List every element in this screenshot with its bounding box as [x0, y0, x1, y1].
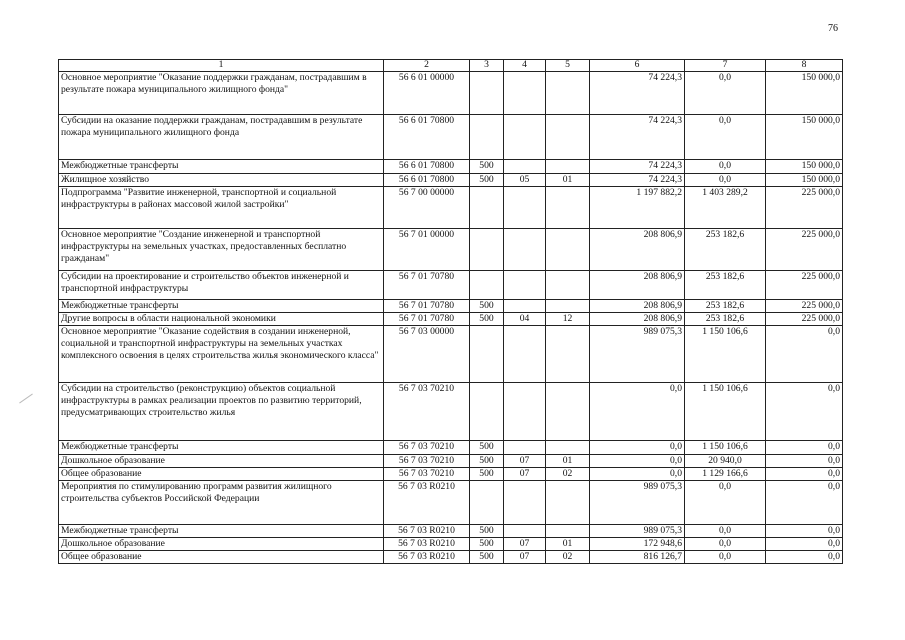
- row-code-cell: 56 7 03 R0210: [384, 538, 470, 551]
- row-name-cell: Подпрограмма "Развитие инженерной, транспортной и социальной инфраструктуры в районах массовой жилой застройки": [59, 187, 384, 229]
- table-row: [59, 300, 843, 313]
- table-row: [59, 313, 843, 326]
- row-subsection-cell: [546, 441, 590, 455]
- row-amount-8-cell: 0,0: [766, 538, 843, 551]
- column-header: 7: [685, 60, 766, 72]
- row-section-cell: 07: [504, 468, 546, 481]
- row-type-cell: 500: [470, 160, 504, 174]
- row-name-cell: Межбюджетные трансферты: [59, 300, 384, 313]
- row-name-cell: Другие вопросы в области национальной экономики: [59, 313, 384, 326]
- row-name-cell: Субсидии на строительство (реконструкцию) объектов социальной инфраструктуры в рамках реализации проектов по развитию территорий, предусматривающих строительство жилья: [59, 383, 384, 441]
- row-section-cell: [504, 115, 546, 160]
- row-code-cell: 56 7 01 70780: [384, 300, 470, 313]
- row-amount-8-cell: 0,0: [766, 326, 843, 383]
- row-type-cell: 500: [470, 551, 504, 564]
- row-amount-7-cell: 253 182,6: [685, 313, 766, 326]
- row-subsection-cell: [546, 383, 590, 441]
- row-amount-7-cell: 0,0: [685, 551, 766, 564]
- row-section-cell: [504, 72, 546, 115]
- row-subsection-cell: [546, 160, 590, 174]
- row-name-cell: Общее образование: [59, 551, 384, 564]
- row-subsection-cell: 12: [546, 313, 590, 326]
- column-header: 6: [590, 60, 685, 72]
- row-amount-7-cell: 20 940,0: [685, 455, 766, 468]
- row-amount-6-cell: 0,0: [590, 383, 685, 441]
- row-amount-8-cell: 0,0: [766, 441, 843, 455]
- row-subsection-cell: [546, 271, 590, 300]
- row-amount-6-cell: 74 224,3: [590, 174, 685, 187]
- row-code-cell: 56 7 03 00000: [384, 326, 470, 383]
- row-type-cell: 500: [470, 313, 504, 326]
- row-amount-7-cell: 1 150 106,6: [685, 383, 766, 441]
- row-code-cell: 56 7 01 00000: [384, 229, 470, 271]
- row-name-cell: Мероприятия по стимулированию программ развития жилищного строительства субъектов Российской Федерации: [59, 481, 384, 525]
- row-type-cell: 500: [470, 468, 504, 481]
- table-row: [59, 187, 843, 229]
- table-row: [59, 326, 843, 383]
- row-amount-8-cell: 150 000,0: [766, 115, 843, 160]
- row-code-cell: 56 6 01 70800: [384, 160, 470, 174]
- row-type-cell: [470, 326, 504, 383]
- row-amount-6-cell: 208 806,9: [590, 300, 685, 313]
- row-type-cell: [470, 481, 504, 525]
- row-amount-6-cell: 0,0: [590, 455, 685, 468]
- table-row: [59, 441, 843, 455]
- row-amount-6-cell: 989 075,3: [590, 525, 685, 538]
- row-code-cell: 56 7 03 70210: [384, 383, 470, 441]
- table-row: [59, 160, 843, 174]
- row-name-cell: Основное мероприятие "Создание инженерной и транспортной инфраструктуры на земельных участках, предоставленных бесплатно гражданам": [59, 229, 384, 271]
- page-number: 76: [828, 23, 838, 34]
- row-section-cell: [504, 160, 546, 174]
- table-row: [59, 115, 843, 160]
- row-subsection-cell: [546, 115, 590, 160]
- row-section-cell: [504, 187, 546, 229]
- row-amount-7-cell: 0,0: [685, 160, 766, 174]
- row-name-cell: Общее образование: [59, 468, 384, 481]
- row-amount-7-cell: 1 150 106,6: [685, 441, 766, 455]
- row-amount-8-cell: 150 000,0: [766, 160, 843, 174]
- row-section-cell: 05: [504, 174, 546, 187]
- row-name-cell: Межбюджетные трансферты: [59, 160, 384, 174]
- column-header: 8: [766, 60, 843, 72]
- row-code-cell: 56 7 03 70210: [384, 441, 470, 455]
- row-type-cell: [470, 383, 504, 441]
- row-amount-8-cell: 0,0: [766, 468, 843, 481]
- row-amount-8-cell: 150 000,0: [766, 72, 843, 115]
- row-name-cell: Жилищное хозяйство: [59, 174, 384, 187]
- row-amount-8-cell: 0,0: [766, 525, 843, 538]
- row-section-cell: 07: [504, 551, 546, 564]
- row-name-cell: Межбюджетные трансферты: [59, 525, 384, 538]
- table-row: [59, 538, 843, 551]
- row-subsection-cell: [546, 525, 590, 538]
- row-amount-6-cell: 208 806,9: [590, 271, 685, 300]
- row-amount-6-cell: 989 075,3: [590, 326, 685, 383]
- row-amount-6-cell: 0,0: [590, 441, 685, 455]
- row-amount-7-cell: 0,0: [685, 115, 766, 160]
- row-amount-7-cell: 1 403 289,2: [685, 187, 766, 229]
- row-amount-8-cell: 0,0: [766, 551, 843, 564]
- scan-mark: [19, 394, 33, 404]
- row-amount-7-cell: 253 182,6: [685, 300, 766, 313]
- row-section-cell: [504, 481, 546, 525]
- row-type-cell: 500: [470, 441, 504, 455]
- row-section-cell: [504, 383, 546, 441]
- row-name-cell: Субсидии на оказание поддержки гражданам, пострадавшим в результате пожара муниципального жилищного фонда: [59, 115, 384, 160]
- row-type-cell: 500: [470, 525, 504, 538]
- row-amount-7-cell: 0,0: [685, 72, 766, 115]
- row-name-cell: Дошкольное образование: [59, 538, 384, 551]
- row-section-cell: 07: [504, 455, 546, 468]
- row-amount-8-cell: 0,0: [766, 455, 843, 468]
- row-type-cell: [470, 229, 504, 271]
- row-name-cell: Дошкольное образование: [59, 455, 384, 468]
- row-type-cell: [470, 187, 504, 229]
- table-row: [59, 551, 843, 564]
- column-header: 2: [384, 60, 470, 72]
- column-header: 1: [59, 60, 384, 72]
- table-row: [59, 229, 843, 271]
- table-row: [59, 481, 843, 525]
- row-section-cell: [504, 441, 546, 455]
- row-code-cell: 56 7 01 70780: [384, 271, 470, 300]
- row-subsection-cell: [546, 187, 590, 229]
- row-amount-7-cell: 1 150 106,6: [685, 326, 766, 383]
- row-subsection-cell: 01: [546, 455, 590, 468]
- row-name-cell: Основное мероприятие "Оказание поддержки гражданам, пострадавшим в результате пожара муниципального жилищного фонда": [59, 72, 384, 115]
- row-amount-6-cell: 1 197 882,2: [590, 187, 685, 229]
- table-row: [59, 525, 843, 538]
- row-amount-6-cell: 208 806,9: [590, 313, 685, 326]
- row-amount-7-cell: 0,0: [685, 538, 766, 551]
- row-amount-6-cell: 208 806,9: [590, 229, 685, 271]
- row-amount-7-cell: 1 129 166,6: [685, 468, 766, 481]
- row-amount-6-cell: 74 224,3: [590, 115, 685, 160]
- row-amount-6-cell: 74 224,3: [590, 72, 685, 115]
- row-name-cell: Субсидии на проектирование и строительство объектов инженерной и транспортной инфраструктуры: [59, 271, 384, 300]
- row-amount-7-cell: 0,0: [685, 481, 766, 525]
- row-amount-8-cell: 225 000,0: [766, 300, 843, 313]
- row-amount-7-cell: 253 182,6: [685, 229, 766, 271]
- row-section-cell: [504, 229, 546, 271]
- row-subsection-cell: 01: [546, 174, 590, 187]
- row-section-cell: [504, 326, 546, 383]
- column-header: 4: [504, 60, 546, 72]
- row-name-cell: Основное мероприятие "Оказание содействия в создании инженерной, социальной и транспортной инфраструктуры на земельных участках комплексного освоения в целях строительства жилья экономического класса": [59, 326, 384, 383]
- row-amount-6-cell: 74 224,3: [590, 160, 685, 174]
- row-code-cell: 56 7 03 R0210: [384, 525, 470, 538]
- row-subsection-cell: [546, 72, 590, 115]
- row-section-cell: [504, 271, 546, 300]
- row-amount-8-cell: 225 000,0: [766, 229, 843, 271]
- budget-table: [58, 59, 843, 564]
- row-amount-6-cell: 989 075,3: [590, 481, 685, 525]
- row-amount-8-cell: 225 000,0: [766, 187, 843, 229]
- table-row: [59, 383, 843, 441]
- row-amount-7-cell: 0,0: [685, 525, 766, 538]
- row-code-cell: 56 6 01 00000: [384, 72, 470, 115]
- row-code-cell: 56 7 03 R0210: [384, 481, 470, 525]
- table-row: [59, 271, 843, 300]
- row-amount-6-cell: 816 126,7: [590, 551, 685, 564]
- row-section-cell: 07: [504, 538, 546, 551]
- row-type-cell: [470, 72, 504, 115]
- row-section-cell: [504, 300, 546, 313]
- row-code-cell: 56 7 03 70210: [384, 468, 470, 481]
- table-row: [59, 455, 843, 468]
- column-header: 3: [470, 60, 504, 72]
- row-subsection-cell: [546, 326, 590, 383]
- row-section-cell: [504, 525, 546, 538]
- row-amount-7-cell: 0,0: [685, 174, 766, 187]
- table-row: [59, 174, 843, 187]
- row-amount-8-cell: 225 000,0: [766, 271, 843, 300]
- table-row: [59, 72, 843, 115]
- row-subsection-cell: 02: [546, 551, 590, 564]
- row-name-cell: Межбюджетные трансферты: [59, 441, 384, 455]
- row-amount-8-cell: 0,0: [766, 481, 843, 525]
- row-type-cell: 500: [470, 174, 504, 187]
- row-code-cell: 56 7 01 70780: [384, 313, 470, 326]
- row-type-cell: [470, 115, 504, 160]
- table-header-row: [59, 60, 843, 72]
- row-subsection-cell: 02: [546, 468, 590, 481]
- row-code-cell: 56 6 01 70800: [384, 115, 470, 160]
- row-subsection-cell: [546, 229, 590, 271]
- row-subsection-cell: [546, 481, 590, 525]
- row-section-cell: 04: [504, 313, 546, 326]
- row-type-cell: 500: [470, 538, 504, 551]
- row-code-cell: 56 7 03 70210: [384, 455, 470, 468]
- row-type-cell: 500: [470, 455, 504, 468]
- row-amount-8-cell: 0,0: [766, 383, 843, 441]
- row-code-cell: 56 7 03 R0210: [384, 551, 470, 564]
- row-subsection-cell: 01: [546, 538, 590, 551]
- row-amount-6-cell: 0,0: [590, 468, 685, 481]
- row-type-cell: 500: [470, 300, 504, 313]
- row-amount-8-cell: 225 000,0: [766, 313, 843, 326]
- column-header: 5: [546, 60, 590, 72]
- row-amount-8-cell: 150 000,0: [766, 174, 843, 187]
- row-subsection-cell: [546, 300, 590, 313]
- row-code-cell: 56 7 00 00000: [384, 187, 470, 229]
- row-type-cell: [470, 271, 504, 300]
- row-amount-6-cell: 172 948,6: [590, 538, 685, 551]
- row-code-cell: 56 6 01 70800: [384, 174, 470, 187]
- row-amount-7-cell: 253 182,6: [685, 271, 766, 300]
- table-row: [59, 468, 843, 481]
